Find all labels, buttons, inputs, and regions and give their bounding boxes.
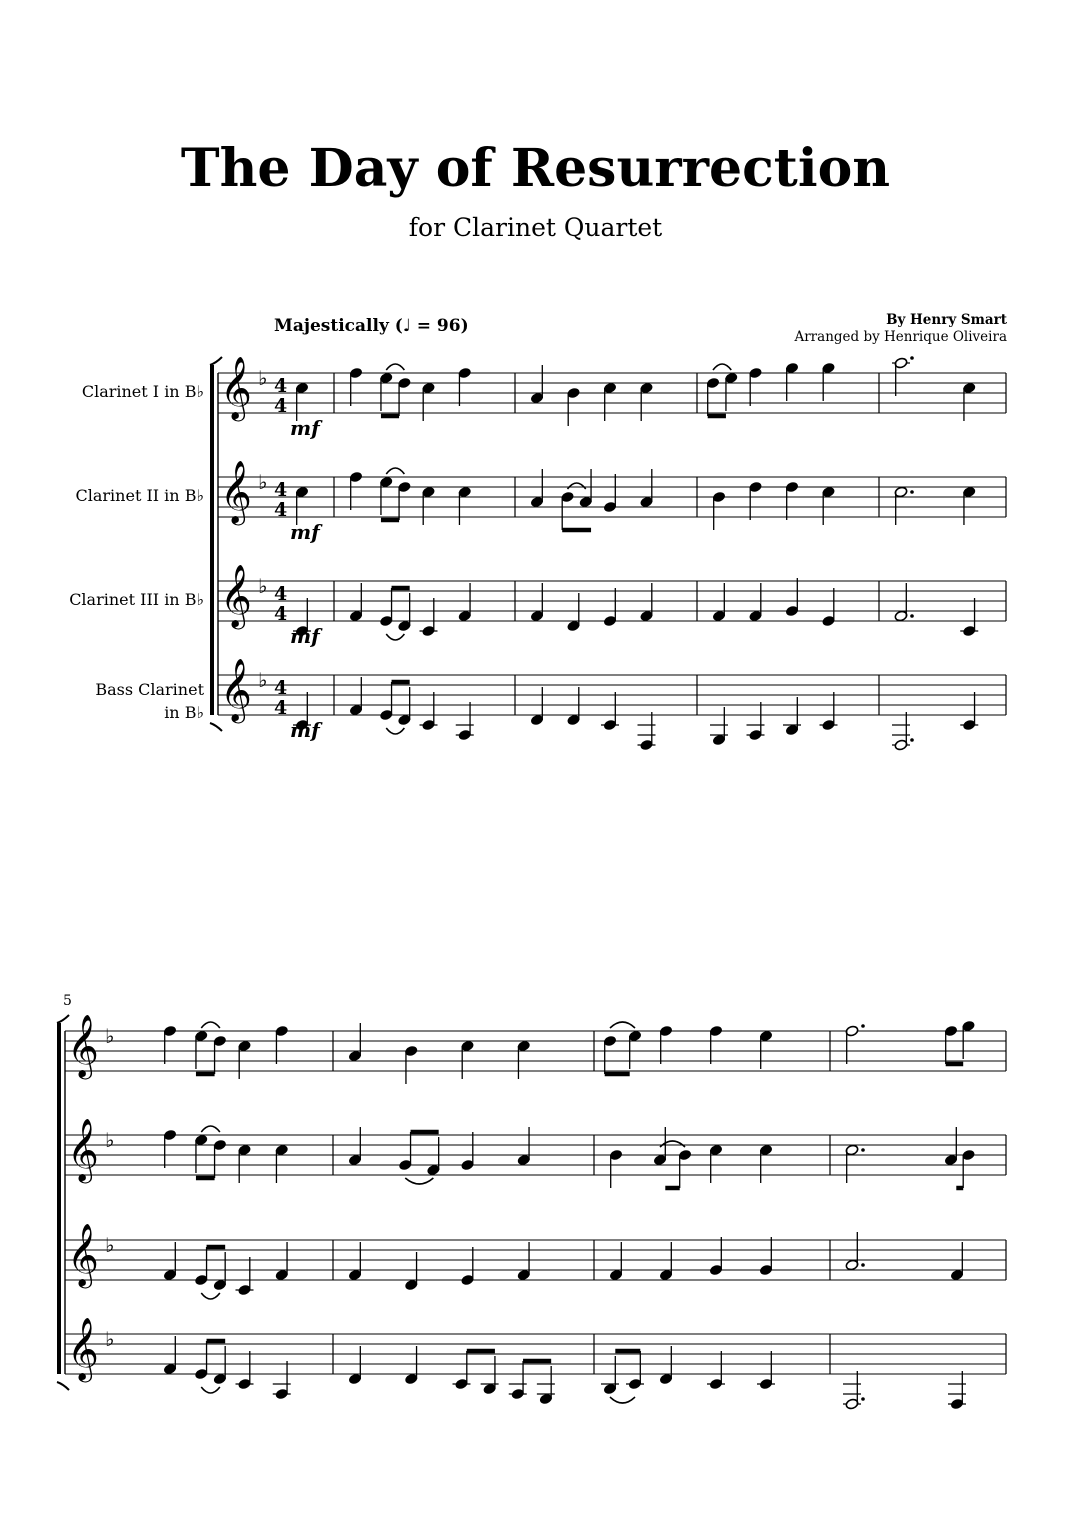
key-flat: ♭ [105, 1128, 115, 1152]
treble-clef: 𝄞 [67, 1014, 99, 1077]
instrument-label-clarinet-1: Clarinet I in B♭ [81, 382, 204, 401]
time-signature-bottom: 4 [274, 697, 288, 719]
bracket-bottom-hook [210, 723, 222, 731]
system-1 [210, 356, 1006, 751]
staff-notes-3 [163, 1232, 964, 1299]
slur [201, 1126, 220, 1132]
slur [201, 1387, 220, 1393]
slur [568, 483, 586, 489]
instrument-label-bass-clarinet-key: in B♭ [164, 703, 204, 722]
key-flat: ♭ [258, 574, 268, 598]
composer-credit: By Henry Smart [886, 312, 1007, 328]
measure-number: 5 [63, 993, 72, 1009]
treble-clef: 𝄞 [220, 460, 252, 523]
instrument-label-bass-clarinet: Bass Clarinet [95, 680, 204, 699]
time-signature-top: 4 [274, 375, 288, 397]
system-2 [57, 1014, 1006, 1410]
bracket-bottom-hook [57, 1382, 69, 1390]
system-bracket [57, 1023, 61, 1374]
quarter-note-icon: ♩ [402, 316, 411, 336]
slur [201, 1293, 220, 1299]
instrument-label-clarinet-2: Clarinet II in B♭ [75, 486, 204, 505]
treble-clef: 𝄞 [67, 1223, 99, 1286]
time-signature-bottom: 4 [274, 499, 288, 521]
system-bracket [210, 365, 214, 715]
staff-2 [218, 460, 1006, 526]
staff-notes-2 [290, 468, 976, 544]
slur [660, 1141, 685, 1147]
staff-notes-4 [290, 677, 978, 751]
slur [610, 1022, 635, 1028]
duration-dot [910, 614, 914, 618]
time-signature-top: 4 [274, 677, 288, 699]
dynamic-marking: mf [290, 718, 320, 742]
duration-dot [910, 356, 914, 360]
dynamic-marking: mf [290, 520, 320, 544]
dynamic-marking: mf [290, 416, 320, 440]
instrument-label-clarinet-3: Clarinet III in B♭ [69, 590, 204, 609]
time-signature-bottom: 4 [274, 603, 288, 625]
key-flat: ♭ [105, 1024, 115, 1048]
key-flat: ♭ [258, 470, 268, 494]
tempo-value: = 96) [416, 316, 469, 336]
staff-notes-4 [163, 1336, 966, 1410]
treble-clef: 𝄞 [220, 564, 252, 627]
score-subtitle: for Clarinet Quartet [408, 213, 663, 242]
key-flat: ♭ [258, 366, 268, 390]
score-title: The Day of Resurrection [180, 138, 891, 199]
staff-notes-1 [163, 1020, 975, 1084]
key-flat: ♭ [105, 1327, 115, 1351]
duration-dot [861, 1024, 865, 1028]
duration-dot [861, 1263, 865, 1267]
slur [405, 1178, 433, 1184]
slur [713, 364, 731, 370]
arranger-credit: Arranged by Henrique Oliveira [794, 329, 1007, 345]
time-signature-top: 4 [274, 583, 288, 605]
slur [386, 364, 404, 370]
duration-dot [910, 738, 914, 742]
treble-clef: 𝄞 [220, 658, 252, 721]
slur [610, 1397, 635, 1403]
duration-dot [910, 490, 914, 494]
slur [386, 728, 404, 734]
slur [201, 1022, 220, 1028]
treble-clef: 𝄞 [67, 1118, 99, 1181]
time-signature-bottom: 4 [274, 395, 288, 417]
duration-dot [861, 1148, 865, 1152]
duration-dot [861, 1397, 865, 1401]
key-flat: ♭ [258, 668, 268, 692]
tempo-text: Majestically ( [274, 316, 403, 336]
treble-clef: 𝄞 [220, 356, 252, 419]
dynamic-marking: mf [290, 624, 320, 648]
staff-4 [218, 658, 1006, 724]
staff-notes-1 [290, 356, 976, 440]
time-signature-top: 4 [274, 479, 288, 501]
key-flat: ♭ [105, 1233, 115, 1257]
slur [386, 468, 404, 474]
treble-clef: 𝄞 [67, 1317, 99, 1380]
slur [386, 634, 404, 640]
staff-notes-3 [290, 578, 978, 648]
